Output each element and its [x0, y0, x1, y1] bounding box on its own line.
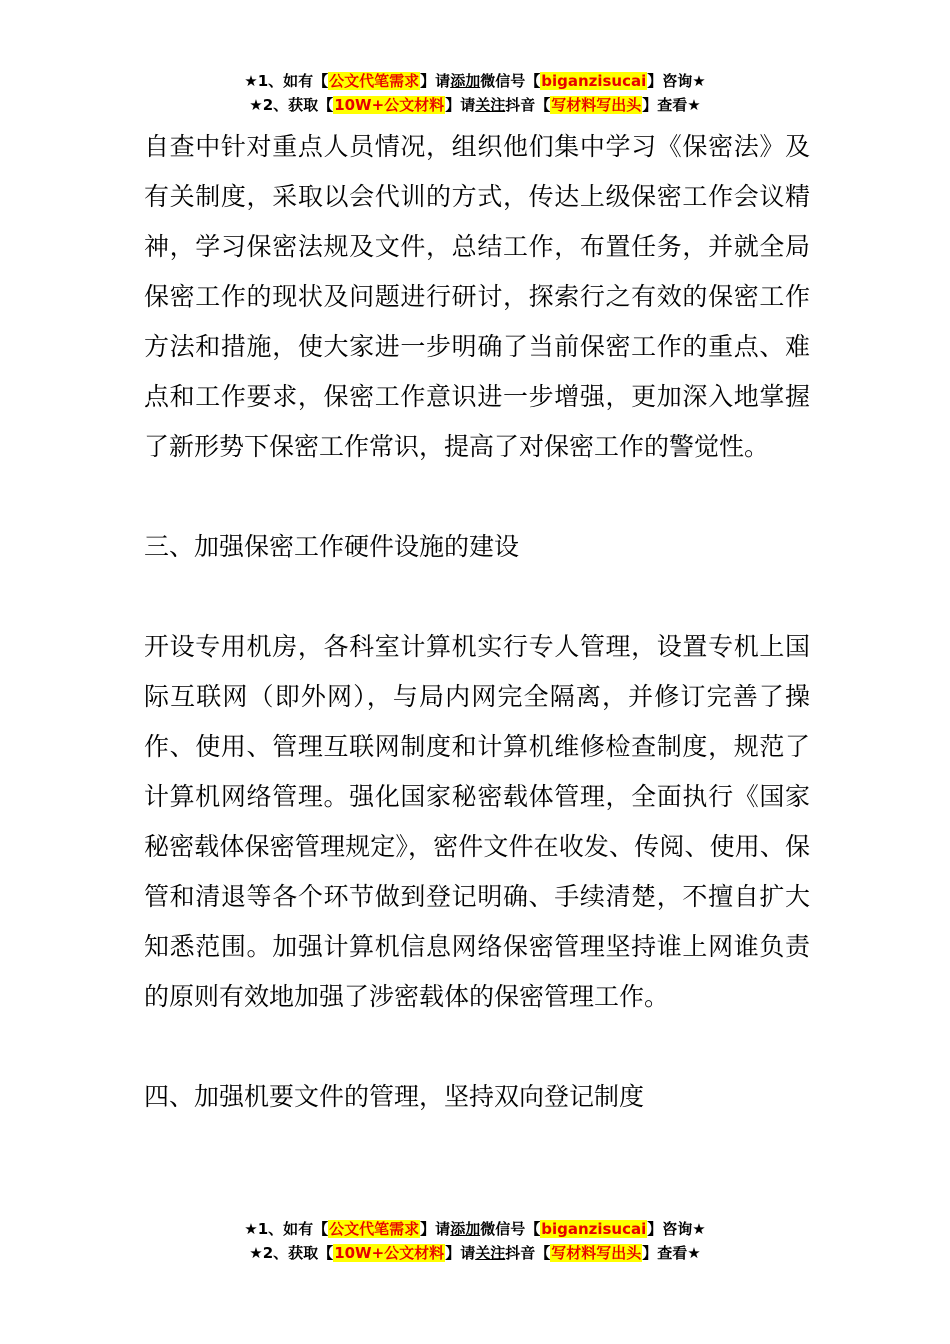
paragraph-study: 自查中针对重点人员情况，组织他们集中学习《保密法》及有关制度，采取以会代训的方式，传达上级保密工作会议精神，学习保密法规及文件，总结工作，布置任务，并就全局保密工作的现状及问题进行研讨，探索行之有效的保密工作方法和措施，使大家进一步明确了当前保密工作的重点、难点和工作要求，保密工作意识进一步增强，更加深入地掌握了新形势下保密工作常识，提高了对保密工作的警觉性。: [144, 132, 810, 461]
highlight-materials: 10W+公文材料: [334, 96, 445, 114]
document-body: [144, 122, 810, 1122]
section-heading-4: 四、加强机要文件的管理，坚持双向登记制度: [144, 1082, 645, 1111]
paragraph-gap: [144, 472, 810, 522]
banner-line-1: ★1、如有【公文代笔需求】请添加微信号【biganzisucai】咨询★: [244, 1220, 706, 1238]
highlight-douyin-id: 写材料写出头: [551, 1244, 642, 1262]
paragraph-hardware: 开设专用机房，各科室计算机实行专人管理，设置专机上国际互联网（即外网），与局内网完全隔离，并修订完善了操作、使用、管理互联网制度和计算机维修检查制度，规范了计算机网络管理。强化国家秘密载体管理，全面执行《国家秘密载体保密管理规定》，密件文件在收发、传阅、使用、保管和清退等各个环节做到登记明确、手续清楚，不擅自扩大知悉范围。加强计算机信息网络保密管理坚持谁上网谁负责的原则有效地加强了涉密载体的保密管理工作。: [144, 632, 810, 1011]
banner-line-2: ★2、获取【10W+公文材料】请关注抖音【写材料写出头】查看★: [249, 1244, 701, 1262]
footer-banner: [0, 1217, 950, 1265]
header-banner: [0, 69, 950, 117]
highlight-materials: 10W+公文材料: [334, 1244, 445, 1262]
paragraph-gap: [144, 1022, 810, 1072]
banner-line-2: ★2、获取【10W+公文材料】请关注抖音【写材料写出头】查看★: [249, 96, 701, 114]
highlight-wechat-id: biganzisucai: [541, 72, 647, 90]
highlight-douyin-id: 写材料写出头: [551, 96, 642, 114]
highlight-service: 公文代笔需求: [329, 1220, 420, 1238]
banner-line-1: ★1、如有【公文代笔需求】请添加微信号【biganzisucai】咨询★: [244, 72, 706, 90]
highlight-wechat-id: biganzisucai: [541, 1220, 647, 1238]
highlight-service: 公文代笔需求: [329, 72, 420, 90]
section-heading-3: 三、加强保密工作硬件设施的建设: [144, 532, 520, 561]
paragraph-gap: [144, 572, 810, 622]
